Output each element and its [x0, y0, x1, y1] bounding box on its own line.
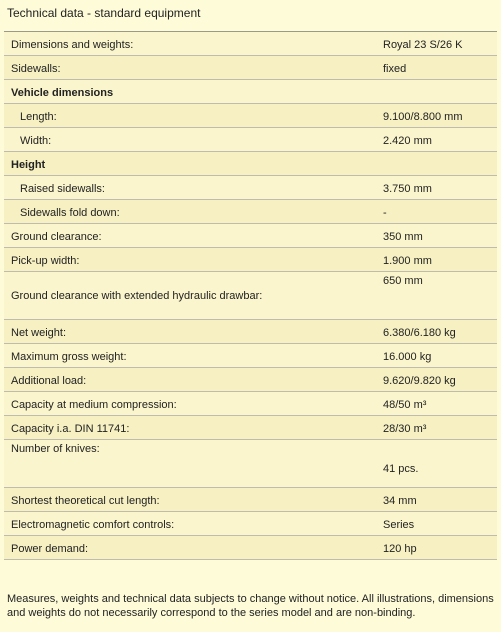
spec-label: Electromagnetic comfort controls:	[11, 519, 175, 531]
spec-value: 48/50 m³	[383, 399, 427, 411]
spec-value: 28/30 m³	[383, 423, 427, 435]
spec-label: Sidewalls fold down:	[20, 207, 120, 219]
spec-row-ground-clearance	[4, 224, 497, 248]
spec-label: Width:	[20, 135, 52, 147]
spec-label: Ground clearance:	[11, 231, 102, 243]
spec-label: Net weight:	[11, 327, 67, 339]
spec-row-raised-sidewalls	[4, 176, 497, 200]
spec-label: Length:	[20, 111, 57, 123]
spec-value: -	[383, 207, 387, 219]
spec-value: Royal 23 S/26 K	[383, 39, 463, 51]
section-heading: Height	[11, 159, 46, 171]
spec-value: 34 mm	[383, 495, 417, 507]
spec-label: Dimensions and weights:	[11, 39, 134, 51]
spec-row-sidewalls-folded	[4, 200, 497, 224]
section-heading: Vehicle dimensions	[11, 87, 114, 99]
spec-value: fixed	[383, 63, 407, 75]
spec-label: Maximum gross weight:	[11, 351, 127, 363]
spec-label: Capacity at medium compression:	[11, 399, 177, 411]
spec-label: Capacity i.a. DIN 11741:	[11, 423, 130, 435]
disclaimer-footnote: Measures, weights and technical data subjects to change without notice. All illustrations, dimensions and weights do not necessarily correspond to the series model and are non-binding.	[7, 593, 494, 619]
spec-row-length	[4, 104, 497, 128]
spec-value: 6.380/6.180 kg	[383, 327, 456, 339]
spec-value: 350 mm	[383, 231, 423, 243]
spec-value: 9.620/9.820 kg	[383, 375, 456, 387]
spec-row-dimensions	[4, 32, 497, 56]
spec-value: 120 hp	[383, 543, 417, 555]
section-height	[4, 152, 497, 176]
spec-label: Ground clearance with extended hydraulic drawbar:	[11, 290, 263, 302]
spec-value: 41 pcs.	[383, 463, 419, 475]
spec-label: Power demand:	[11, 543, 89, 555]
spec-table	[4, 31, 497, 560]
spec-row-power	[4, 536, 497, 560]
spec-value: 9.100/8.800 mm	[383, 111, 463, 123]
spec-row-pickup-width	[4, 248, 497, 272]
spec-value: 16.000 kg	[383, 351, 432, 363]
spec-row-capacity-din	[4, 416, 497, 440]
spec-value: 2.420 mm	[383, 135, 432, 147]
spec-label: Sidewalls:	[11, 63, 61, 75]
section-vehicle-dimensions	[4, 80, 497, 104]
spec-label: Number of knives:	[11, 443, 100, 455]
spec-row-cut-length	[4, 488, 497, 512]
spec-value: 1.900 mm	[383, 255, 432, 267]
spec-value: 3.750 mm	[383, 183, 432, 195]
spec-row-knives	[4, 440, 497, 488]
spec-row-net-weight	[4, 320, 497, 344]
spec-label: Additional load:	[11, 375, 87, 387]
spec-label: Pick-up width:	[11, 255, 80, 267]
spec-row-capacity-medium	[4, 392, 497, 416]
spec-row-controls	[4, 512, 497, 536]
page-title: Technical data - standard equipment	[7, 6, 201, 20]
spec-label: Shortest theoretical cut length:	[11, 495, 160, 507]
spec-value: 650 mm	[383, 275, 423, 287]
spec-row-sidewalls	[4, 56, 497, 80]
spec-label: Raised sidewalls:	[20, 183, 105, 195]
spec-row-additional-load	[4, 368, 497, 392]
spec-row-width	[4, 128, 497, 152]
spec-value: Series	[383, 519, 415, 531]
spec-row-max-gross-weight	[4, 344, 497, 368]
spec-row-ground-clearance-drawbar	[4, 272, 497, 320]
